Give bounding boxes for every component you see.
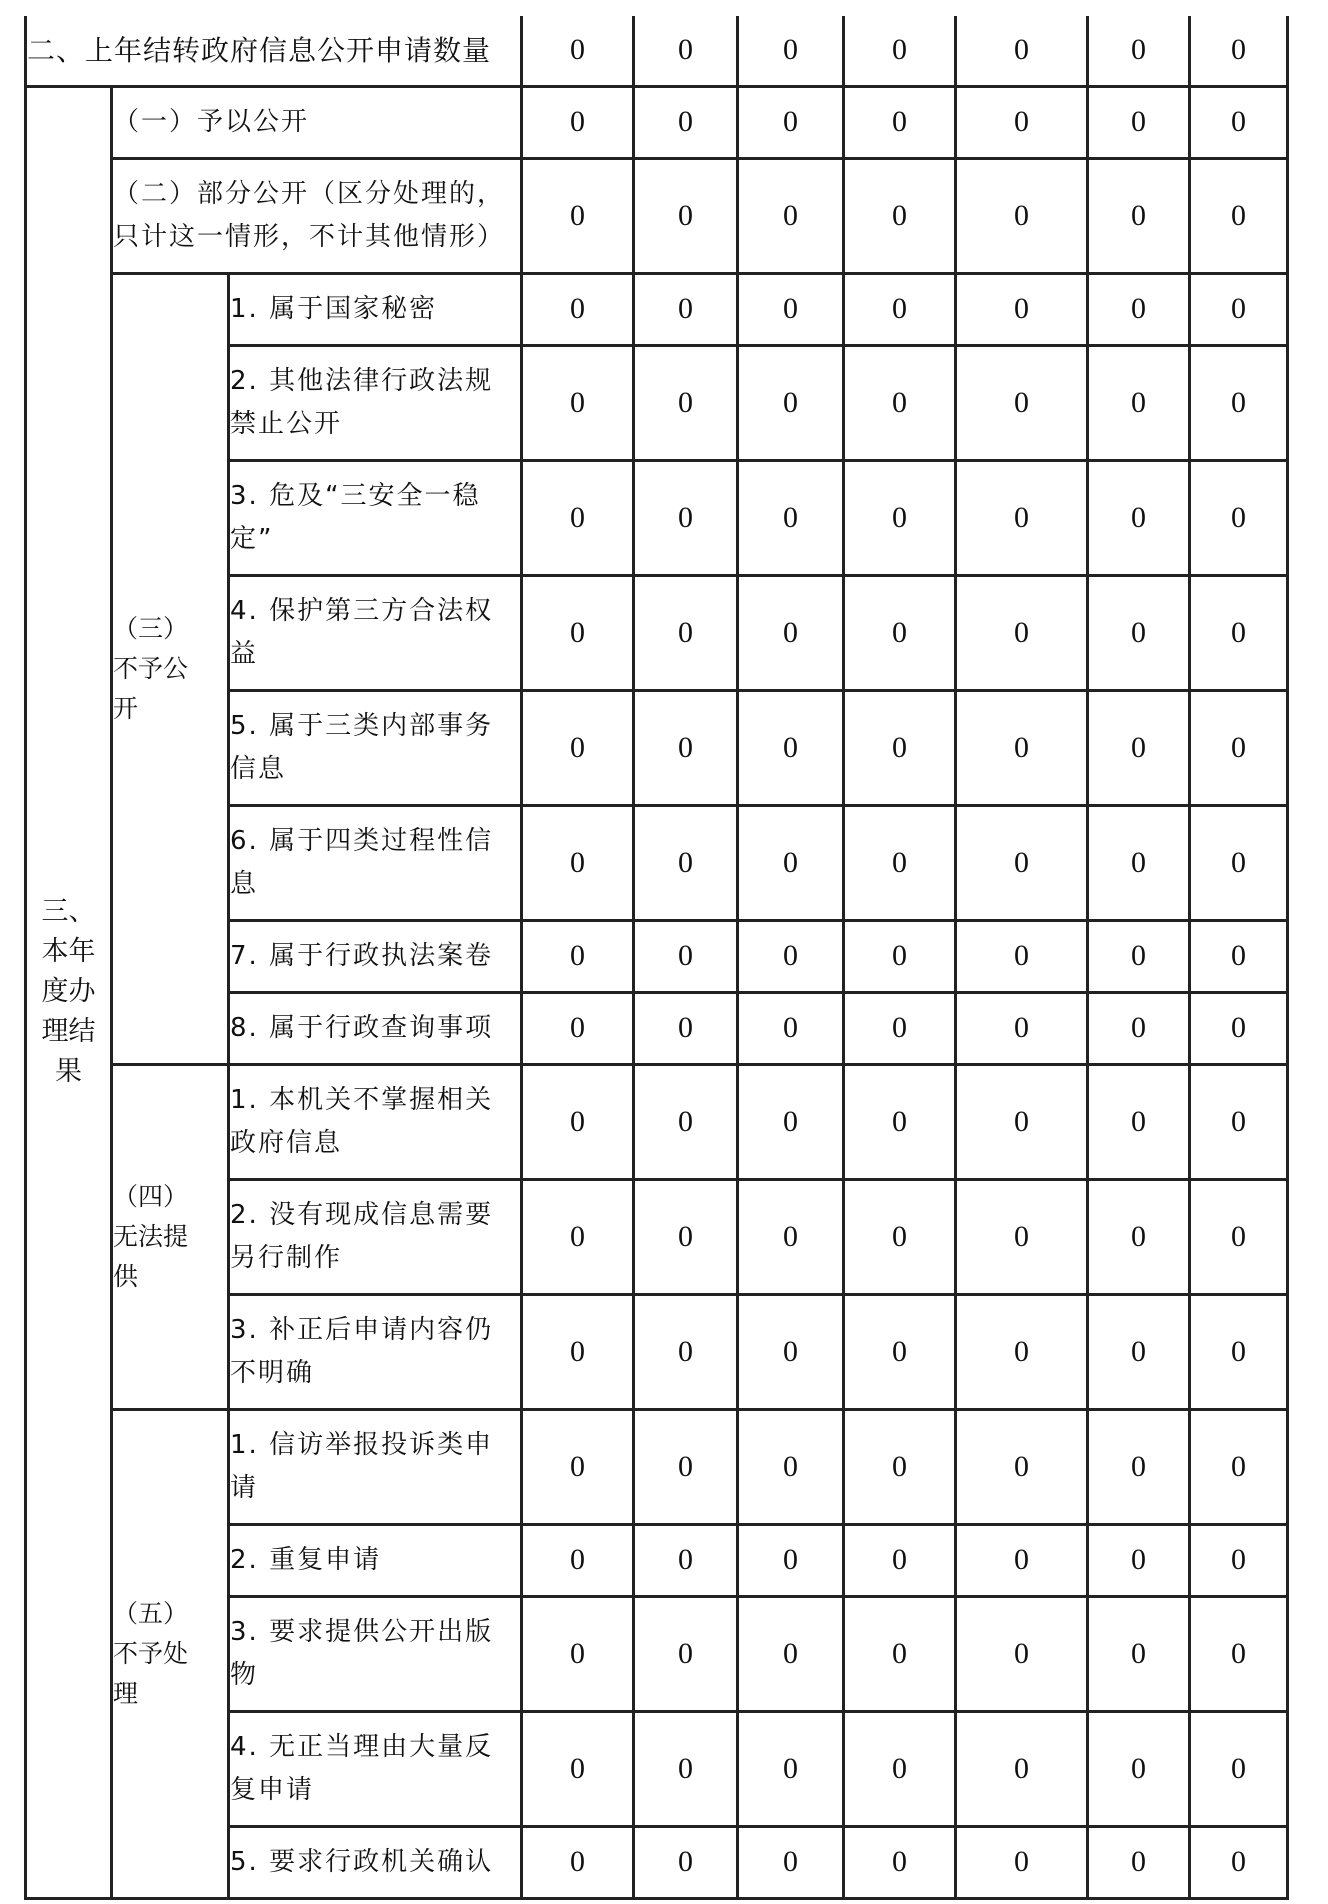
count-cell: 0 — [522, 460, 634, 575]
count-cell: 0 — [956, 1596, 1088, 1711]
count-cell: 0 — [634, 920, 738, 992]
count-cell: 0 — [844, 690, 956, 805]
count-cell: 0 — [634, 86, 738, 158]
count-cell: 0 — [634, 805, 738, 920]
count-cell: 0 — [956, 1179, 1088, 1294]
count-cell: 0 — [522, 690, 634, 805]
count-cell: 0 — [738, 1409, 844, 1524]
row-label — [229, 345, 522, 460]
count-cell: 0 — [956, 1409, 1088, 1524]
count-cell: 0 — [844, 1596, 956, 1711]
result-row — [26, 86, 1288, 158]
count-cell: 0 — [738, 920, 844, 992]
count-cell: 0 — [1088, 1826, 1190, 1898]
count-cell: 0 — [738, 273, 844, 345]
count-cell: 0 — [738, 1596, 844, 1711]
count-cell: 0 — [1190, 920, 1288, 992]
count-cell: 0 — [1190, 805, 1288, 920]
count-cell: 0 — [738, 1524, 844, 1596]
count-cell: 0 — [956, 1524, 1088, 1596]
count-cell: 0 — [1088, 1409, 1190, 1524]
count-cell: 0 — [956, 16, 1088, 86]
count-cell: 0 — [634, 1179, 738, 1294]
label-line: 三、 — [41, 896, 96, 927]
result-row — [26, 158, 1288, 273]
count-cell: 0 — [738, 1064, 844, 1179]
count-cell: 0 — [738, 1826, 844, 1898]
count-cell: 0 — [1088, 920, 1190, 992]
count-cell: 0 — [738, 690, 844, 805]
row-label — [229, 1409, 522, 1524]
count-cell: 0 — [1190, 460, 1288, 575]
label-line: 5. 属于三类内部事务 — [230, 710, 494, 741]
row-label — [112, 86, 522, 158]
row-label — [229, 992, 522, 1064]
count-cell: 0 — [522, 16, 634, 86]
label-line: 6. 属于四类过程性信 — [230, 825, 494, 856]
row-label — [229, 1524, 522, 1596]
carryover-row — [26, 16, 1288, 86]
count-cell: 0 — [1190, 1524, 1288, 1596]
label-line: 果 — [55, 1056, 82, 1087]
label-line: 请 — [230, 1472, 259, 1503]
count-cell: 0 — [844, 158, 956, 273]
count-cell: 0 — [522, 1409, 634, 1524]
count-cell: 0 — [522, 1596, 634, 1711]
count-cell: 0 — [1190, 1711, 1288, 1826]
count-cell: 0 — [844, 1826, 956, 1898]
count-cell: 0 — [1088, 460, 1190, 575]
label-line: （三） — [113, 613, 189, 643]
count-cell: 0 — [1088, 158, 1190, 273]
count-cell: 0 — [1088, 575, 1190, 690]
label-line: 复申请 — [230, 1774, 315, 1805]
label-line: 1. 本机关不掌握相关 — [230, 1084, 494, 1115]
count-cell: 0 — [634, 273, 738, 345]
section-3-label — [26, 86, 112, 1898]
row-label — [229, 575, 522, 690]
count-cell: 0 — [522, 158, 634, 273]
label-line: 理 — [113, 1678, 139, 1708]
count-cell: 0 — [738, 16, 844, 86]
label-line: 3. 补正后申请内容仍 — [230, 1314, 494, 1345]
label-line: 2. 没有现成信息需要 — [230, 1199, 494, 1230]
row-label — [229, 1294, 522, 1409]
count-cell: 0 — [956, 690, 1088, 805]
count-cell: 0 — [634, 460, 738, 575]
result-row — [26, 273, 1288, 345]
count-cell: 0 — [1088, 1524, 1190, 1596]
label-line: 定” — [230, 523, 274, 554]
count-cell: 0 — [956, 460, 1088, 575]
count-cell: 0 — [1088, 1294, 1190, 1409]
label-line: 理结 — [41, 1016, 96, 1047]
label-line: 1. 属于国家秘密 — [230, 293, 438, 324]
count-cell: 0 — [956, 920, 1088, 992]
count-cell: 0 — [1190, 1596, 1288, 1711]
count-cell: 0 — [844, 992, 956, 1064]
label-line: 4. 无正当理由大量反 — [230, 1731, 494, 1762]
label-line: 开 — [113, 693, 139, 723]
count-cell: 0 — [738, 992, 844, 1064]
label-line: （一）予以公开 — [113, 106, 310, 137]
gov-info-disclosure-table — [24, 16, 1289, 1900]
label-line: 供 — [113, 1261, 139, 1291]
label-line: 只计这一情形，不计其他情形） — [113, 221, 506, 252]
count-cell: 0 — [1190, 86, 1288, 158]
count-cell: 0 — [522, 992, 634, 1064]
group-label — [112, 1409, 229, 1898]
count-cell: 0 — [956, 1826, 1088, 1898]
count-cell: 0 — [844, 575, 956, 690]
label-line: 信息 — [230, 753, 287, 784]
count-cell: 0 — [1190, 345, 1288, 460]
count-cell: 0 — [738, 460, 844, 575]
count-cell: 0 — [1190, 16, 1288, 86]
count-cell: 0 — [634, 1409, 738, 1524]
count-cell: 0 — [956, 1064, 1088, 1179]
count-cell: 0 — [844, 1711, 956, 1826]
label-line: 无法提 — [113, 1221, 189, 1251]
count-cell: 0 — [844, 1294, 956, 1409]
row-label — [229, 690, 522, 805]
count-cell: 0 — [1088, 86, 1190, 158]
label-line: 3. 要求提供公开出版 — [230, 1616, 494, 1647]
count-cell: 0 — [1088, 345, 1190, 460]
count-cell: 0 — [522, 1179, 634, 1294]
count-cell: 0 — [522, 1064, 634, 1179]
count-cell: 0 — [844, 460, 956, 575]
count-cell: 0 — [956, 273, 1088, 345]
row-label — [229, 805, 522, 920]
row-label — [112, 158, 522, 273]
label-line: （四） — [113, 1181, 189, 1211]
count-cell: 0 — [522, 805, 634, 920]
count-cell: 0 — [1088, 805, 1190, 920]
count-cell: 0 — [738, 345, 844, 460]
count-cell: 0 — [634, 992, 738, 1064]
count-cell: 0 — [522, 86, 634, 158]
count-cell: 0 — [634, 16, 738, 86]
count-cell: 0 — [844, 1409, 956, 1524]
label-line: 另行制作 — [230, 1242, 343, 1273]
count-cell: 0 — [1190, 992, 1288, 1064]
count-cell: 0 — [956, 575, 1088, 690]
count-cell: 0 — [1190, 1064, 1288, 1179]
row-label — [229, 460, 522, 575]
count-cell: 0 — [1190, 1409, 1288, 1524]
label-line: 4. 保护第三方合法权 — [230, 595, 494, 626]
label-line: 不予处 — [113, 1638, 189, 1668]
result-row — [26, 1409, 1288, 1524]
label-line: 2. 其他法律行政法规 — [230, 365, 494, 396]
count-cell: 0 — [634, 690, 738, 805]
count-cell: 0 — [844, 805, 956, 920]
row-label — [229, 1179, 522, 1294]
count-cell: 0 — [522, 1524, 634, 1596]
count-cell: 0 — [1190, 273, 1288, 345]
count-cell: 0 — [844, 920, 956, 992]
label-line: （五） — [113, 1598, 189, 1628]
count-cell: 0 — [738, 575, 844, 690]
label-line: 息 — [230, 868, 259, 899]
count-cell: 0 — [956, 992, 1088, 1064]
count-cell: 0 — [738, 805, 844, 920]
count-cell: 0 — [1190, 1179, 1288, 1294]
row-label — [229, 273, 522, 345]
label-line: 物 — [230, 1659, 259, 1690]
count-cell: 0 — [634, 345, 738, 460]
count-cell: 0 — [844, 1179, 956, 1294]
count-cell: 0 — [634, 1064, 738, 1179]
count-cell: 0 — [956, 158, 1088, 273]
result-row — [26, 1064, 1288, 1179]
count-cell: 0 — [1088, 273, 1190, 345]
count-cell: 0 — [844, 345, 956, 460]
count-cell: 0 — [1190, 1826, 1288, 1898]
count-cell: 0 — [844, 1064, 956, 1179]
count-cell: 0 — [1088, 690, 1190, 805]
group-label — [112, 1064, 229, 1409]
count-cell: 0 — [1088, 1179, 1190, 1294]
count-cell: 0 — [1088, 1711, 1190, 1826]
count-cell: 0 — [522, 345, 634, 460]
count-cell: 0 — [844, 86, 956, 158]
count-cell: 0 — [956, 345, 1088, 460]
count-cell: 0 — [956, 1294, 1088, 1409]
label-line: 1. 信访举报投诉类申 — [230, 1429, 494, 1460]
row-label — [229, 920, 522, 992]
label-line: 益 — [230, 638, 259, 669]
count-cell: 0 — [1088, 992, 1190, 1064]
label-line: 7. 属于行政执法案卷 — [230, 940, 494, 971]
label-line: 不明确 — [230, 1357, 315, 1388]
count-cell: 0 — [738, 1294, 844, 1409]
count-cell: 0 — [1088, 16, 1190, 86]
label-line: 度办 — [41, 976, 96, 1007]
label-line: 不予公 — [113, 653, 189, 683]
count-cell: 0 — [956, 86, 1088, 158]
count-cell: 0 — [738, 1179, 844, 1294]
label-line: （二）部分公开（区分处理的， — [113, 178, 506, 209]
label-line: 2. 重复申请 — [230, 1544, 382, 1575]
count-cell: 0 — [522, 575, 634, 690]
label-line: 禁止公开 — [230, 408, 343, 439]
label-line: 政府信息 — [230, 1127, 343, 1158]
count-cell: 0 — [1190, 575, 1288, 690]
count-cell: 0 — [844, 1524, 956, 1596]
count-cell: 0 — [956, 1711, 1088, 1826]
count-cell: 0 — [522, 920, 634, 992]
row-label — [229, 1826, 522, 1898]
count-cell: 0 — [1190, 690, 1288, 805]
count-cell: 0 — [634, 158, 738, 273]
row-label — [229, 1596, 522, 1711]
count-cell: 0 — [522, 1711, 634, 1826]
label-line: 5. 要求行政机关确认 — [230, 1846, 494, 1877]
count-cell: 0 — [1088, 1596, 1190, 1711]
count-cell: 0 — [634, 1294, 738, 1409]
count-cell: 0 — [634, 1596, 738, 1711]
label-line: 本年 — [41, 936, 96, 967]
document-page — [24, 16, 1278, 1878]
row-label — [229, 1064, 522, 1179]
carryover-label: 二、上年结转政府信息公开申请数量 — [26, 16, 522, 86]
count-cell: 0 — [738, 1711, 844, 1826]
count-cell: 0 — [1190, 158, 1288, 273]
count-cell: 0 — [1190, 1294, 1288, 1409]
row-label — [229, 1711, 522, 1826]
count-cell: 0 — [522, 273, 634, 345]
count-cell: 0 — [634, 575, 738, 690]
count-cell: 0 — [738, 86, 844, 158]
count-cell: 0 — [844, 273, 956, 345]
count-cell: 0 — [1088, 1064, 1190, 1179]
count-cell: 0 — [844, 16, 956, 86]
count-cell: 0 — [522, 1826, 634, 1898]
count-cell: 0 — [956, 805, 1088, 920]
count-cell: 0 — [634, 1524, 738, 1596]
count-cell: 0 — [634, 1711, 738, 1826]
count-cell: 0 — [738, 158, 844, 273]
count-cell: 0 — [522, 1294, 634, 1409]
label-line: 8. 属于行政查询事项 — [230, 1012, 494, 1043]
label-line: 3. 危及“三安全一稳 — [230, 480, 481, 511]
count-cell: 0 — [634, 1826, 738, 1898]
group-label — [112, 273, 229, 1064]
